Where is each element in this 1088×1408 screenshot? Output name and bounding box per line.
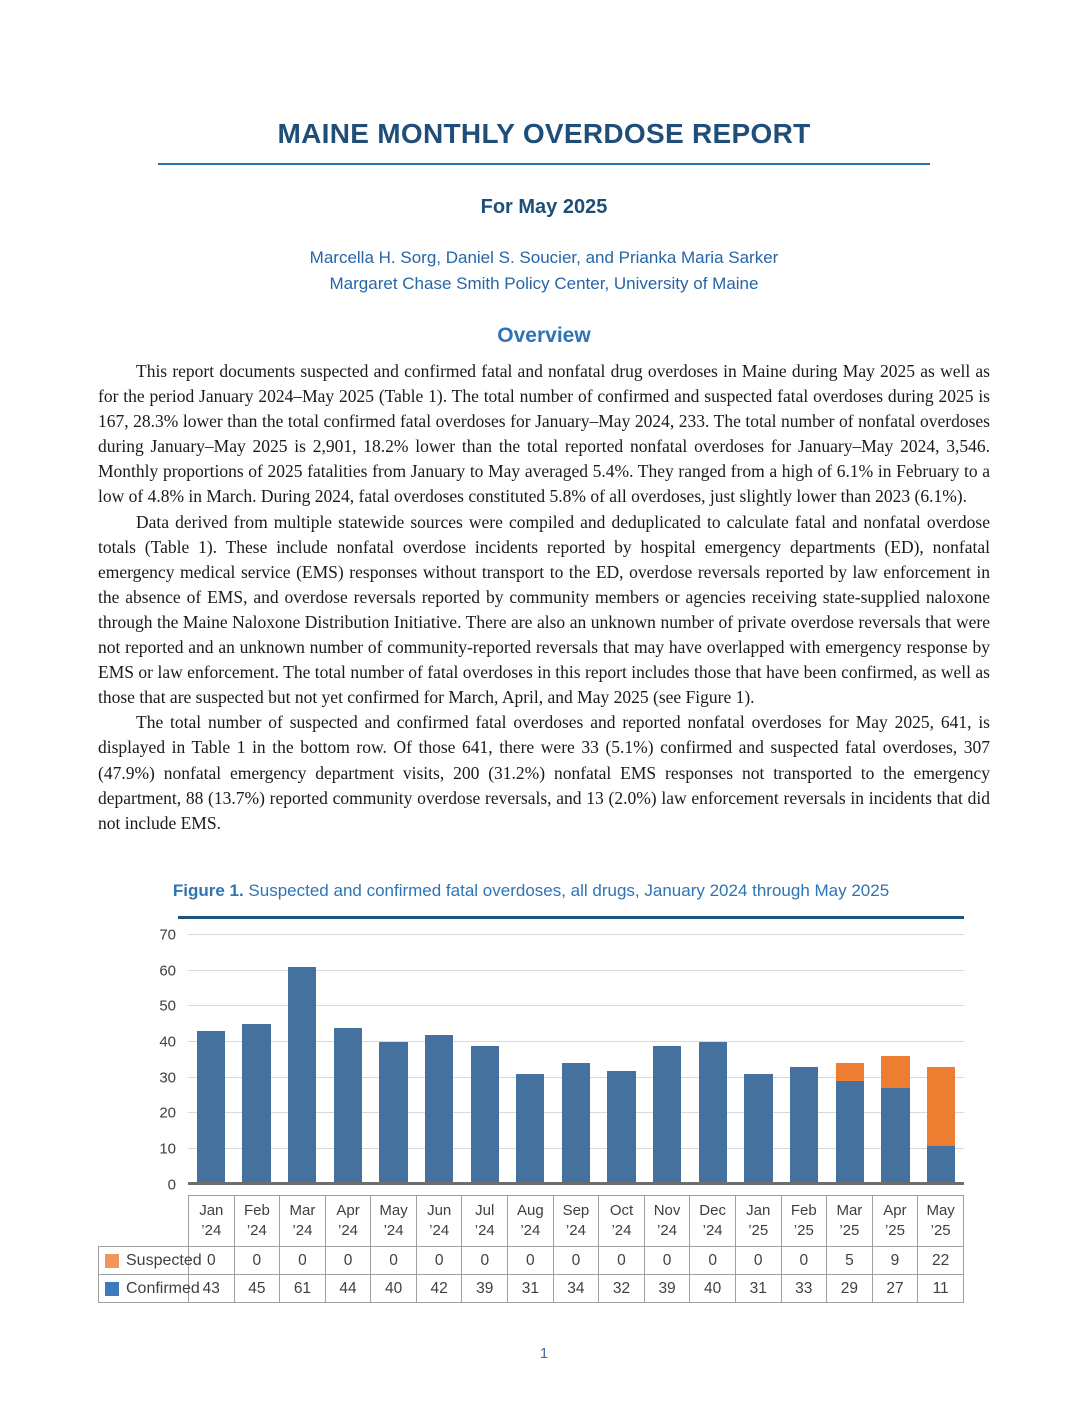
value-cell-confirmed: 31 [508, 1275, 554, 1303]
value-cell-suspected: 22 [918, 1247, 964, 1275]
year-label: ’24 [292, 1222, 313, 1240]
figure-label: Figure 1. [172, 880, 244, 900]
value-cell-confirmed: 32 [599, 1275, 645, 1303]
bar-nov--24 [644, 935, 690, 1185]
year-label: ’24 [474, 1222, 495, 1240]
bar-segment-confirmed [790, 1067, 818, 1185]
report-title: MAINE MONTHLY OVERDOSE REPORT [277, 118, 811, 149]
bar-apr--25 [873, 935, 919, 1185]
figure-rule [178, 916, 964, 919]
authors-line-2: Margaret Chase Smith Policy Center, University of Maine [329, 274, 759, 293]
year-label: ’24 [429, 1222, 450, 1240]
year-label: ’24 [565, 1222, 586, 1240]
value-cell-suspected: 0 [735, 1247, 781, 1275]
figure-caption [98, 881, 964, 901]
authors-block [98, 245, 990, 297]
legend-label: Confirmed [126, 1279, 200, 1297]
bar-segment-confirmed [562, 1063, 590, 1184]
bar-segment-confirmed [242, 1024, 270, 1185]
month-header-cell [462, 1195, 508, 1247]
bar-mar--24 [279, 935, 325, 1185]
report-subtitle: For May 2025 [480, 196, 608, 218]
x-axis-line [188, 1182, 964, 1185]
bar-segment-confirmed [197, 1031, 225, 1185]
month-header-cell [325, 1195, 371, 1247]
bar-segment-suspected [927, 1067, 955, 1146]
month-header-cell [735, 1195, 781, 1247]
month-header-cell [371, 1195, 417, 1247]
value-cell-suspected: 0 [325, 1247, 371, 1275]
value-cell-suspected: 0 [644, 1247, 690, 1275]
chart-y-axis [98, 926, 188, 1194]
year-label: ’24 [201, 1222, 222, 1240]
page-number: 1 [539, 1345, 549, 1362]
figure-1 [98, 881, 964, 1304]
month-label: Oct [609, 1201, 634, 1219]
value-cell-confirmed: 44 [325, 1275, 371, 1303]
value-cell-suspected: 5 [827, 1247, 873, 1275]
month-header-cell [599, 1195, 645, 1247]
bar-segment-confirmed [471, 1046, 499, 1185]
confirmed-row [99, 1275, 964, 1303]
year-label: ’24 [383, 1222, 404, 1240]
month-header-cell [781, 1195, 827, 1247]
month-label: Sep [562, 1201, 590, 1219]
year-label: ’24 [338, 1222, 359, 1240]
month-header-cell [416, 1195, 462, 1247]
month-label: Feb [243, 1201, 270, 1219]
chart-data-table [98, 1195, 964, 1304]
month-header-cell [690, 1195, 736, 1247]
bar-segment-suspected [836, 1063, 864, 1081]
legend-label: Suspected [126, 1251, 202, 1269]
bar-segment-suspected [881, 1056, 909, 1088]
bar-jan--24 [188, 935, 234, 1185]
bar-segment-confirmed [334, 1028, 362, 1185]
bar-segment-confirmed [881, 1088, 909, 1184]
month-label: Nov [653, 1201, 681, 1219]
value-cell-confirmed: 11 [918, 1275, 964, 1303]
month-header-cell [644, 1195, 690, 1247]
bars-row [188, 935, 964, 1185]
overview-paragraph-2: Data derived from multiple statewide sources were compiled and deduplicated to calculate fatal and nonfatal overdose totals (Table 1). These include nonfatal overdose incidents reported by hospital emergency departments (ED), nonfatal emergency medical service (EMS) responses without transport to the ED, overdose reversals reported by law enforcement in the absence of EMS, and overdose reversals reported by community members or agencies receiving state-supplied naloxone through the Maine Naloxone Distribution Initiative. There are also an unknown number of private overdose reversals that were not reported and an unknown number of community-reported reversals that may have overlapped with emergency response by EMS or law enforcement. The total number of fatal overdoses in this report includes those that have been confirmed, as well as those that are suspected but not yet confirmed for March, April, and May 2025 (see Figure 1). [98, 511, 990, 708]
month-header-cell [189, 1195, 235, 1247]
legend-cell-confirmed [99, 1275, 200, 1303]
bar-may--24 [371, 935, 417, 1185]
month-label: Aug [516, 1201, 544, 1219]
month-label: Mar [836, 1201, 863, 1219]
value-cell-confirmed: 45 [234, 1275, 280, 1303]
value-cell-suspected: 0 [371, 1247, 417, 1275]
month-label: Mar [289, 1201, 316, 1219]
value-cell-confirmed: 40 [371, 1275, 417, 1303]
year-label: ’24 [611, 1222, 632, 1240]
y-tick-label: 40 [159, 1033, 176, 1051]
month-header-cell [918, 1195, 964, 1247]
month-label: Apr [336, 1201, 360, 1219]
legend-inner [99, 1279, 200, 1298]
month-header-cell [872, 1195, 918, 1247]
overview-paragraph-3: The total number of suspected and confirmed fatal overdoses and reported nonfatal overdoses for May 2025, 641, is displayed in Table 1 in the bottom row. Of those 641, there were 33 (5.1%) confirmed and suspected fatal overdoses, 307 (47.9%) nonfatal emergency department visits, 200 (31.2%) nonfatal EMS responses not transported to the emergency department, 88 (13.7%) reported community overdose reversals, and 13 (2.0%) law enforcement reversals in incidents that did not include EMS. [98, 712, 990, 833]
year-label: ’24 [657, 1222, 678, 1240]
bar-segment-confirmed [288, 967, 316, 1185]
month-header-cell [827, 1195, 873, 1247]
month-label: Jan [746, 1201, 771, 1219]
bar-oct--24 [599, 935, 645, 1185]
month-label: Jun [427, 1201, 452, 1219]
month-label: May [926, 1201, 955, 1219]
bar-aug--24 [507, 935, 553, 1185]
value-cell-confirmed: 39 [462, 1275, 508, 1303]
y-tick-label: 20 [159, 1104, 176, 1122]
legend-cell-suspected [99, 1247, 202, 1275]
bar-segment-confirmed [744, 1074, 772, 1185]
bar-chart [98, 926, 964, 1194]
value-cell-suspected: 0 [690, 1247, 736, 1275]
value-cell-suspected: 0 [781, 1247, 827, 1275]
value-cell-suspected: 0 [553, 1247, 599, 1275]
bar-feb--25 [781, 935, 827, 1185]
value-cell-suspected: 9 [872, 1247, 918, 1275]
y-tick-label: 10 [159, 1140, 176, 1158]
bar-jan--25 [736, 935, 782, 1185]
value-cell-suspected: 0 [462, 1247, 508, 1275]
month-header-cell [508, 1195, 554, 1247]
month-header-cell [234, 1195, 280, 1247]
bar-may--25 [918, 935, 964, 1185]
value-cell-suspected: 0 [416, 1247, 462, 1275]
bar-feb--24 [234, 935, 280, 1185]
value-cell-confirmed: 42 [416, 1275, 462, 1303]
value-cell-confirmed: 61 [280, 1275, 326, 1303]
value-cell-confirmed: 40 [690, 1275, 736, 1303]
month-header-cell [553, 1195, 599, 1247]
value-cell-suspected: 0 [189, 1247, 235, 1275]
overview-paragraph-1: This report documents suspected and confirmed fatal and nonfatal drug overdoses in Maine during May 2025 as well as for the period January 2024–May 2025 (Table 1). The total number of confirmed and suspected fatal overdoses during 2025 is 167, 28.3% lower than the total confirmed fatal overdoses for January–May 2024, 233. The total number of nonfatal overdoses during January–May 2025 is 2,901, 18.2% lower than the total reported nonfatal overdoses for January–May 2024, 3,546. Monthly proportions of 2025 fatalities from January to May averaged 5.4%. They ranged from a high of 6.1% in February to a low of 4.8% in March. During 2024, fatal overdoses constituted 5.8% of all overdoses, just slightly lower than 2023 (6.1%). [98, 361, 990, 507]
value-cell-confirmed: 43 [189, 1275, 235, 1303]
bar-segment-confirmed [379, 1042, 407, 1185]
bar-jun--24 [416, 935, 462, 1185]
value-cell-confirmed: 34 [553, 1275, 599, 1303]
bar-segment-confirmed [425, 1035, 453, 1185]
bar-segment-confirmed [699, 1042, 727, 1185]
table-header-row [99, 1195, 964, 1247]
month-label: May [379, 1201, 408, 1219]
value-cell-confirmed: 31 [735, 1275, 781, 1303]
authors-line-1: Marcella H. Sorg, Daniel S. Soucier, and Prianka Maria Sarker [309, 248, 779, 267]
value-cell-confirmed: 39 [644, 1275, 690, 1303]
bar-sep--24 [553, 935, 599, 1185]
month-label: Feb [790, 1201, 817, 1219]
year-label: ’24 [246, 1222, 267, 1240]
year-label: ’24 [702, 1222, 723, 1240]
legend-inner [99, 1251, 202, 1270]
table-corner-cell [99, 1195, 189, 1247]
y-tick-label: 50 [159, 997, 176, 1015]
y-tick-label: 0 [167, 1176, 176, 1194]
bar-apr--24 [325, 935, 371, 1185]
year-label: ’25 [793, 1222, 814, 1240]
title-rule [158, 163, 930, 165]
figure-caption-text: Suspected and confirmed fatal overdoses, all drugs, January 2024 through May 2025 [243, 880, 890, 900]
month-label: Dec [699, 1201, 726, 1219]
bar-jul--24 [462, 935, 508, 1185]
month-header-cell [280, 1195, 326, 1247]
bar-dec--24 [690, 935, 736, 1185]
legend-swatch-suspected [105, 1254, 119, 1268]
month-label: Jan [199, 1201, 224, 1219]
bar-segment-confirmed [927, 1146, 955, 1185]
year-label: ’25 [839, 1222, 860, 1240]
bar-segment-confirmed [607, 1071, 635, 1185]
value-cell-confirmed: 33 [781, 1275, 827, 1303]
chart-plot [188, 935, 964, 1185]
month-label: Apr [883, 1201, 907, 1219]
bar-mar--25 [827, 935, 873, 1185]
y-tick-label: 70 [159, 926, 176, 944]
overview-body [98, 359, 990, 836]
year-label: ’25 [930, 1222, 951, 1240]
bar-segment-confirmed [653, 1046, 681, 1185]
bar-segment-confirmed [516, 1074, 544, 1185]
value-cell-suspected: 0 [508, 1247, 554, 1275]
suspected-row [99, 1247, 964, 1275]
y-tick-label: 60 [159, 962, 176, 979]
overview-heading: Overview [497, 324, 591, 347]
legend-swatch-confirmed [105, 1282, 119, 1296]
year-label: ’25 [884, 1222, 905, 1240]
y-tick-label: 30 [159, 1069, 176, 1087]
value-cell-suspected: 0 [234, 1247, 280, 1275]
value-cell-suspected: 0 [280, 1247, 326, 1275]
bar-segment-confirmed [836, 1081, 864, 1185]
value-cell-confirmed: 29 [827, 1275, 873, 1303]
value-cell-suspected: 0 [599, 1247, 645, 1275]
value-cell-confirmed: 27 [872, 1275, 918, 1303]
year-label: ’24 [520, 1222, 541, 1240]
month-label: Jul [475, 1201, 495, 1219]
year-label: ’25 [748, 1222, 769, 1240]
